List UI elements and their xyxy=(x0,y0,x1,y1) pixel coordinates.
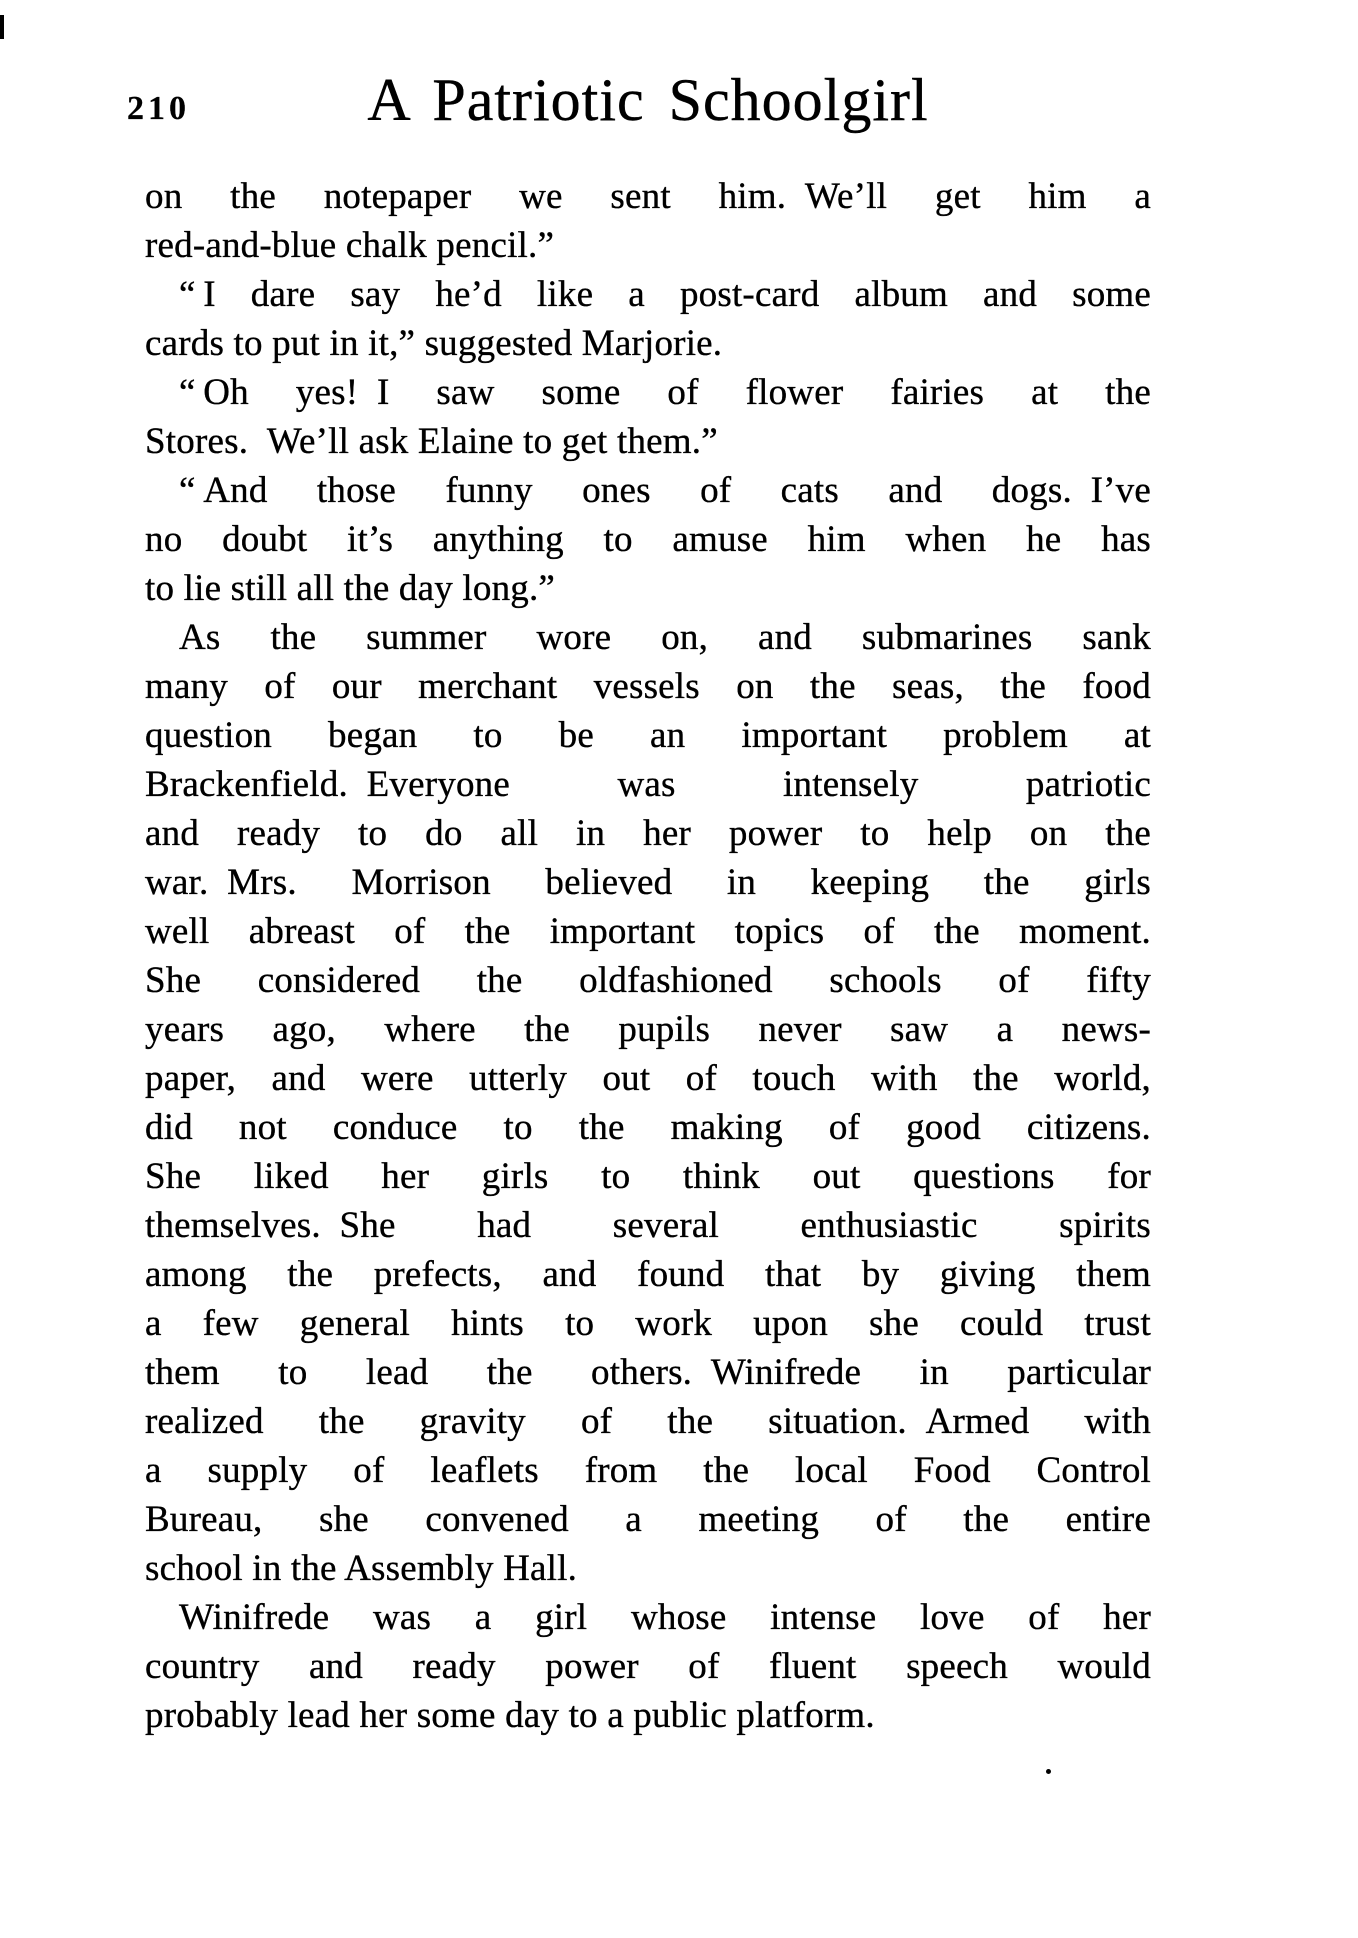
text-line: As the summer wore on, and submarines sank xyxy=(179,617,1151,658)
running-title: A Patriotic Schoolgirl xyxy=(367,67,929,133)
scan-artifact-dot xyxy=(1046,1769,1051,1774)
text-line: realized the gravity of the situation. Armed with xyxy=(145,1401,1151,1442)
page-header xyxy=(127,64,1151,144)
text-line: red-and-blue chalk pencil.” xyxy=(145,225,555,266)
text-line: well abreast of the important topics of the moment. xyxy=(145,911,1151,952)
text-line: a few general hints to work upon she could trust xyxy=(145,1303,1151,1344)
text-line: to lie still all the day long.” xyxy=(145,568,556,609)
text-line: probably lead her some day to a public platform. xyxy=(145,1695,875,1736)
text-line: a supply of leaflets from the local Food Control xyxy=(145,1450,1151,1491)
text-line: Winifrede was a girl whose intense love of her xyxy=(179,1597,1151,1638)
text-line: She liked her girls to think out questions for xyxy=(145,1156,1151,1197)
text-line: many of our merchant vessels on the seas, the food xyxy=(145,666,1151,707)
page-number: 210 xyxy=(127,90,190,127)
text-line: no doubt it’s anything to amuse him when he has xyxy=(145,519,1151,560)
text-line: did not conduce to the making of good citizens. xyxy=(145,1107,1151,1148)
text-line: She considered the oldfashioned schools of fifty xyxy=(145,960,1151,1001)
body-text xyxy=(145,172,1151,1740)
text-line: war. Mrs. Morrison believed in keeping the girls xyxy=(145,862,1151,903)
text-line: them to lead the others. Winifrede in particular xyxy=(145,1352,1151,1393)
text-line: “ And those funny ones of cats and dogs. I’ve xyxy=(179,470,1151,511)
text-line: Bureau, she convened a meeting of the entire xyxy=(145,1499,1151,1540)
text-line: Stores. We’ll ask Elaine to get them.” xyxy=(145,421,718,462)
text-line: school in the Assembly Hall. xyxy=(145,1548,578,1589)
text-line: among the prefects, and found that by giving them xyxy=(145,1254,1151,1295)
text-line: years ago, where the pupils never saw a news- xyxy=(145,1009,1151,1050)
text-line: paper, and were utterly out of touch with the world, xyxy=(145,1058,1151,1099)
text-line: cards to put in it,” suggested Marjorie. xyxy=(145,323,723,364)
text-line: “ Oh yes! I saw some of flower fairies at the xyxy=(179,372,1151,413)
text-line: and ready to do all in her power to help on the xyxy=(145,813,1151,854)
text-line: question began to be an important problem at xyxy=(145,715,1151,756)
text-line: country and ready power of fluent speech would xyxy=(145,1646,1151,1687)
scan-artifact-edge xyxy=(0,15,4,39)
text-line: themselves. She had several enthusiastic spirits xyxy=(145,1205,1151,1246)
text-line: Brackenfield. Everyone was intensely patriotic xyxy=(145,764,1151,805)
text-line: “ I dare say he’d like a post-card album and some xyxy=(179,274,1151,315)
text-line: on the notepaper we sent him. We’ll get him a xyxy=(145,176,1151,217)
